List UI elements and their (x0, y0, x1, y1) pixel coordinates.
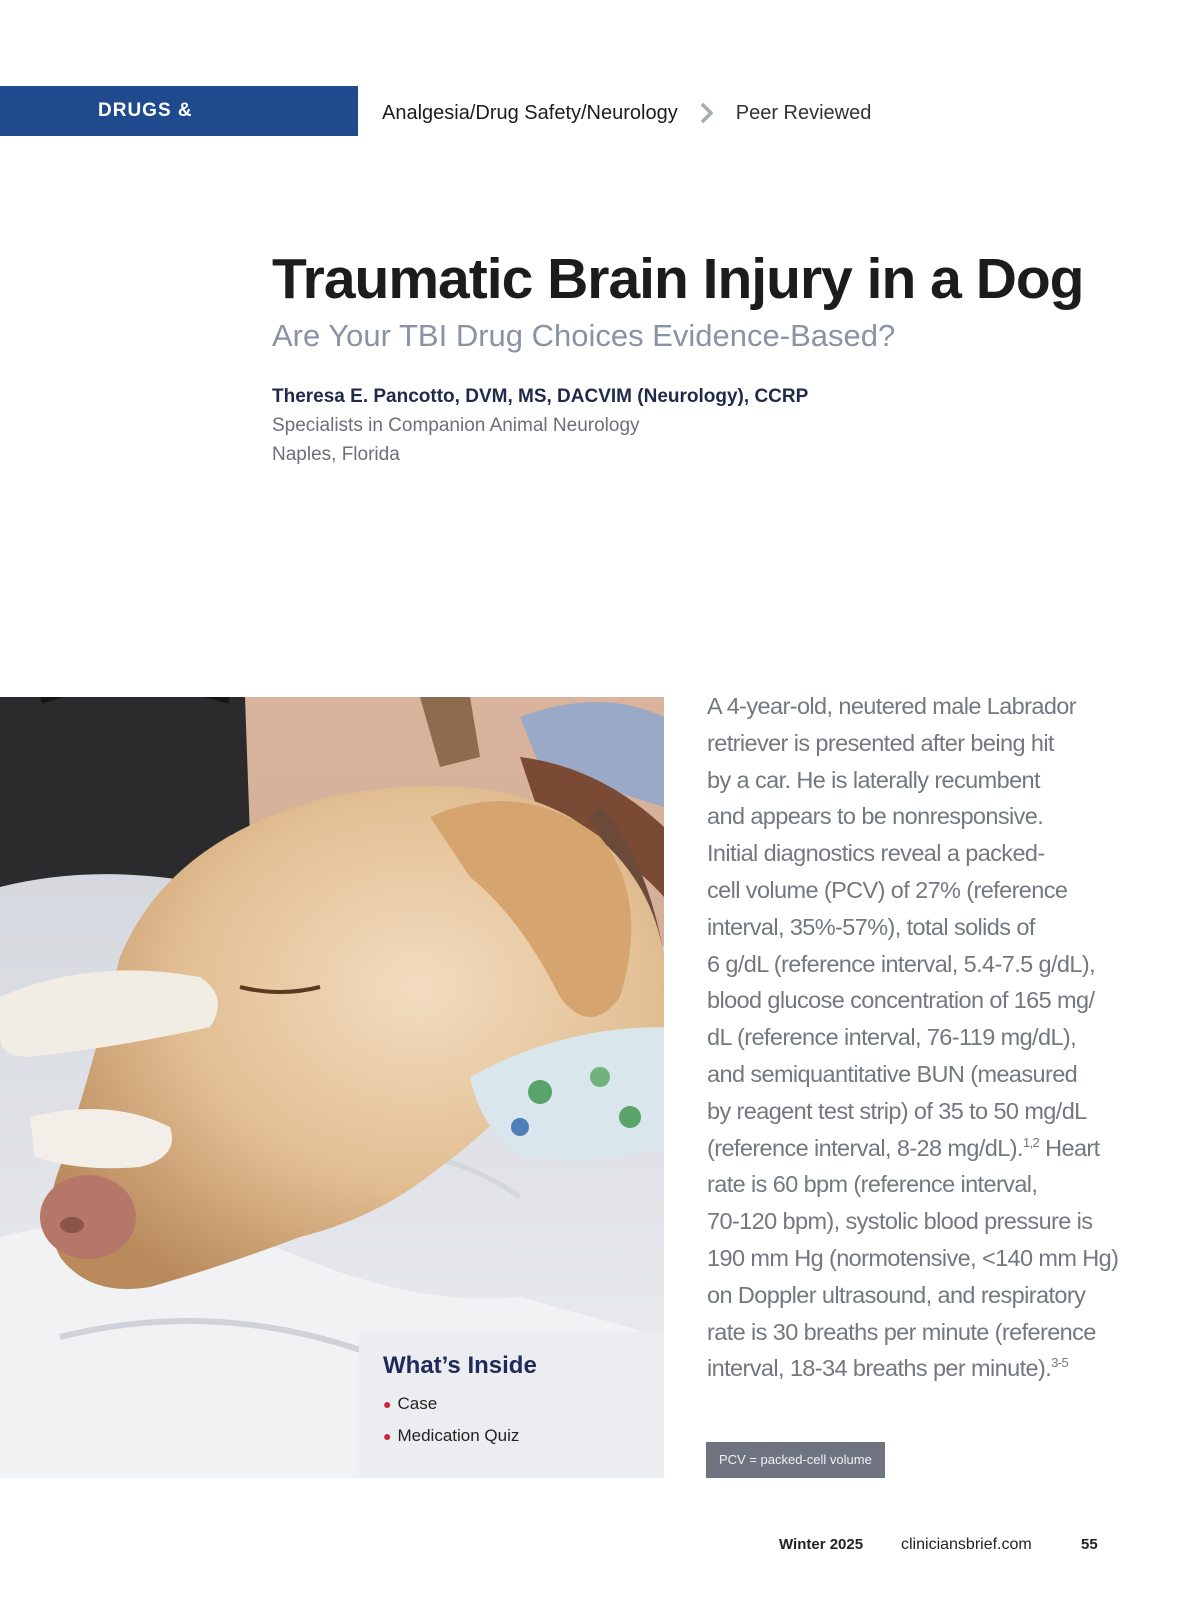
citation-superscript: 3-5 (1051, 1355, 1069, 1371)
citation-superscript: 1,2 (1022, 1134, 1040, 1150)
text-segment: Heart (1039, 1134, 1100, 1161)
text-line (707, 1130, 1127, 1167)
text-line: interval, 35%-57%), total solids of (707, 913, 1035, 940)
list-item-label: Case (397, 1394, 438, 1413)
bullet-icon: ● (383, 1396, 392, 1412)
topic-label: Analgesia/Drug Safety/Neurology (382, 101, 678, 124)
author-location: Naples, Florida (272, 444, 400, 465)
text-line: blood glucose concentration of 165 mg/ (707, 987, 1095, 1014)
author-name: Theresa E. Pancotto, DVM, MS, DACVIM (Neurology), CCRP (272, 386, 809, 407)
article-subtitle: Are Your TBI Drug Choices Evidence-Based? (272, 318, 896, 353)
peer-reviewed-label: Peer Reviewed (735, 101, 872, 124)
text-segment: interval, 18-34 breaths per minute). (707, 1355, 1052, 1382)
text-line: by a car. He is laterally recumbent (707, 766, 1040, 793)
whats-inside-title: What’s Inside (383, 1352, 537, 1379)
text-line: rate is 30 breaths per minute (reference (707, 1318, 1096, 1345)
text-line: A 4-year-old, neutered male Labrador (707, 693, 1076, 719)
website-link[interactable]: cliniciansbrief.com (901, 1536, 1032, 1553)
text-line: 190 mm Hg (normotensive, <140 mm Hg) (707, 1244, 1119, 1271)
text-line: rate is 60 bpm (reference interval, (707, 1171, 1038, 1198)
text-line: on Doppler ultrasound, and respiratory (707, 1281, 1086, 1308)
page-number: 55 (1081, 1536, 1098, 1553)
text-line: cell volume (PCV) of 27% (reference (707, 876, 1068, 903)
breadcrumb (382, 98, 871, 128)
issue-season: Winter 2025 (779, 1536, 864, 1553)
author-affiliation: Specialists in Companion Animal Neurology (272, 415, 640, 436)
list-item-label: Medication Quiz (397, 1426, 520, 1445)
text-line: retriever is presented after being hit (707, 729, 1054, 756)
bullet-icon: ● (383, 1428, 392, 1444)
section-tag: DRUGS & THERAPEUTICS (0, 86, 358, 136)
whats-inside-box (359, 1332, 664, 1478)
text-line: 6 g/dL (reference interval, 5.4-7.5 g/dL), (707, 950, 1096, 977)
text-line: and semiquantitative BUN (measured (707, 1060, 1078, 1087)
abbreviation-box: PCV = packed-cell volume (706, 1442, 885, 1478)
text-line: and appears to be nonresponsive. (707, 803, 1044, 830)
text-line: 70-120 bpm), systolic blood pressure is (707, 1208, 1093, 1235)
text-line: Initial diagnostics reveal a packed- (707, 840, 1045, 867)
text-line (707, 1350, 1127, 1387)
text-line: dL (reference interval, 76-119 mg/dL), (707, 1024, 1077, 1051)
whats-inside-list (383, 1394, 640, 1446)
text-line: by reagent test strip) of 35 to 50 mg/dL (707, 1097, 1087, 1124)
list-item (383, 1426, 640, 1446)
list-item (383, 1394, 640, 1414)
chevron-right-icon (696, 102, 718, 124)
text-segment: (reference interval, 8-28 mg/dL). (707, 1134, 1023, 1161)
case-body-text (707, 688, 1127, 1387)
article-title: Traumatic Brain Injury in a Dog (272, 247, 1084, 311)
